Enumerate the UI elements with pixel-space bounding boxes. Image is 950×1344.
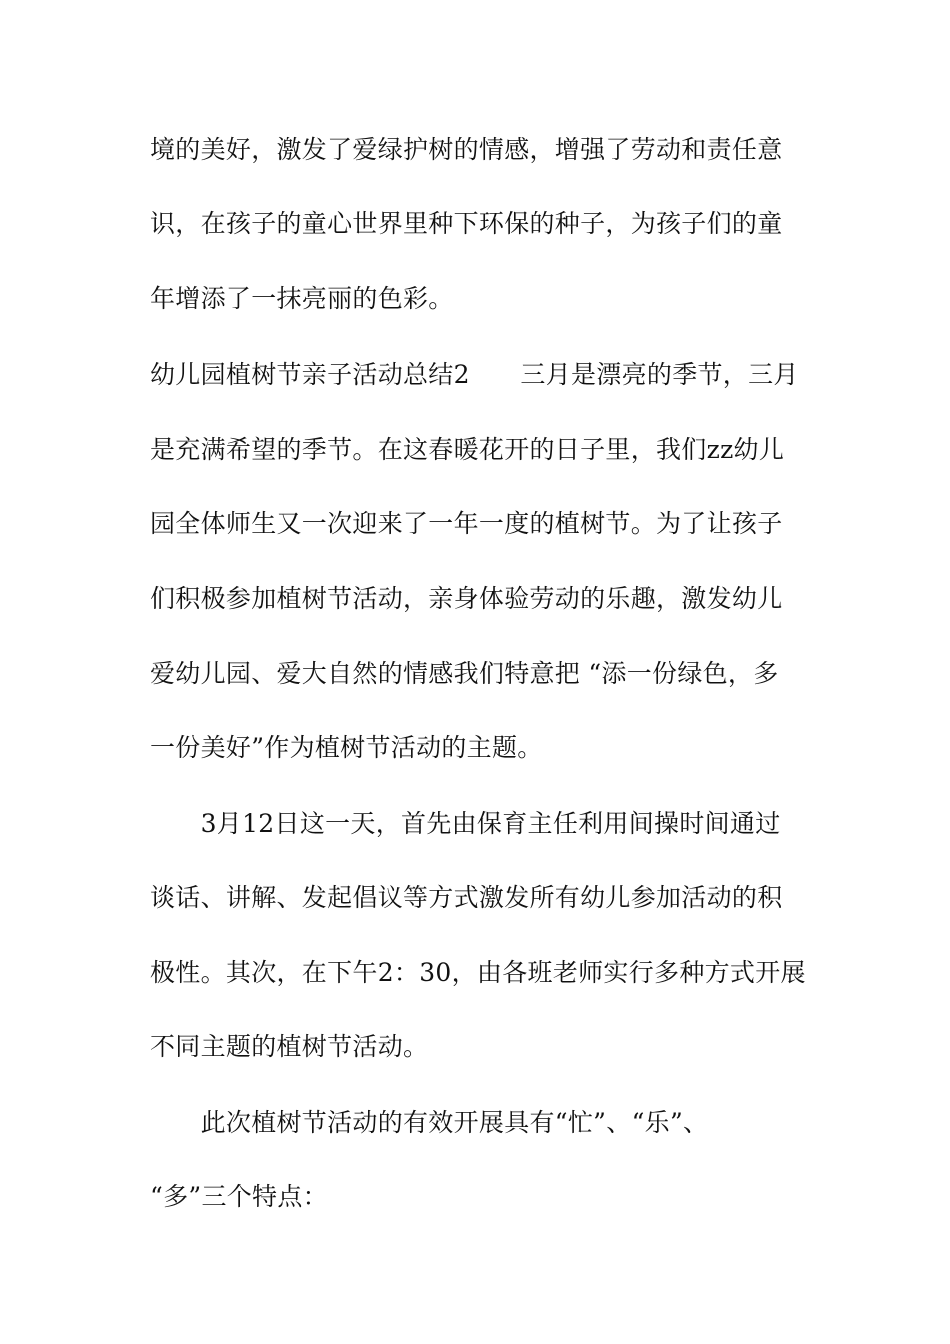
paragraph-line: 爱幼儿园、爱大自然的情感我们特意把 “添一份绿色，多 (150, 659, 779, 688)
paragraph-line: 年增添了一抹亮丽的色彩。 (150, 284, 454, 313)
paragraph-line: 一份美好”作为植树节活动的主题。 (150, 733, 543, 762)
paragraph-line: 不同主题的植树节活动。 (150, 1032, 429, 1061)
section-heading-line: 幼儿园植树节亲子活动总结2 三月是漂亮的季节，三月 (150, 360, 799, 389)
paragraph-line: “多”三个特点： (150, 1182, 328, 1211)
paragraph-line: 3月12日这一天，首先由保育主任利用间操时间通过 (150, 809, 781, 838)
paragraph-line: 们积极参加植树节活动，亲身体验劳动的乐趣，激发幼儿 (150, 584, 783, 613)
paragraph-line: 此次植树节活动的有效开展具有“忙”、“乐”、 (150, 1108, 709, 1137)
paragraph-line: 谈话、讲解、发起倡议等方式激发所有幼儿参加活动的积 (150, 883, 783, 912)
paragraph-line: 极性。其次，在下午2：30，由各班老师实行多种方式开展 (150, 958, 806, 987)
paragraph-line: 识，在孩子的童心世界里种下环保的种子，为孩子们的童 (150, 209, 783, 238)
paragraph-line: 境的美好，激发了爱绿护树的情感，增强了劳动和责任意 (150, 135, 783, 164)
paragraph-line: 是充满希望的季节。在这春暖花开的日子里，我们zz幼儿 (150, 435, 785, 464)
paragraph-line: 园全体师生又一次迎来了一年一度的植树节。为了让孩子 (150, 509, 783, 538)
